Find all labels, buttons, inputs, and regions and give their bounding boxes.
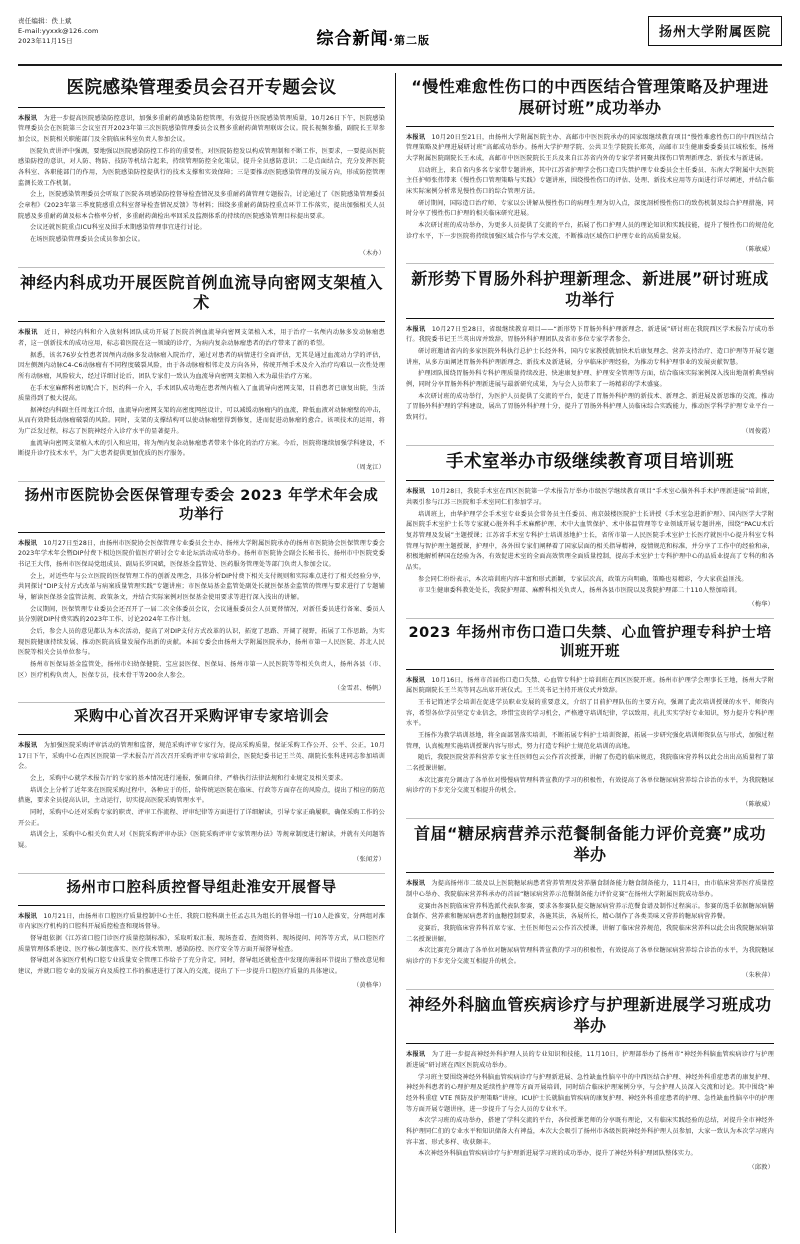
headline-rule bbox=[18, 107, 385, 108]
article-body bbox=[406, 487, 774, 597]
article-signature: （朱秋萍） bbox=[742, 971, 774, 979]
article-signature: （陈敏威） bbox=[742, 246, 774, 254]
right-column bbox=[396, 73, 774, 1233]
article-headline: 医院感染管理委员会召开专题会议 bbox=[66, 78, 337, 98]
article-paragraph: 在手术室麻醉科密切配合下，医约科一介入，手术团队成功地在患者颅内植入了血流导向密网支架，目前患者已康复出院，生活质量得到了极大提高。 bbox=[18, 384, 385, 403]
article-paragraph bbox=[18, 114, 385, 146]
article-paragraph: 王扬作为教学培训基地，将全面部署落实培训，不断拓展专科护士培训资源，拓展一步研究强化培训师资队伍与形式，加强过程管理，认真梳理实施培训授课内容与形式，努力打造专科护士规范化培训的高地。 bbox=[406, 731, 774, 750]
article-signature: （陈敏威） bbox=[742, 800, 774, 808]
article-body bbox=[18, 114, 385, 246]
page-title bbox=[99, 14, 648, 49]
article-lead: 本报讯 bbox=[18, 912, 44, 920]
article-separator bbox=[18, 267, 385, 268]
article-paragraph bbox=[406, 487, 774, 508]
article-paragraph: 王书记简述学会培训在促进学员职业发展的重要意义，介绍了目前护理队伍的主要方向，强调了此次培训授课的水平、师资内容，希望各位学员坚定专业信念，珍惜宝贵的学习机会，严格遵守培训纪律，学以致用，扎扎实实学好专业知识，努力提升专科护理水平。 bbox=[406, 698, 774, 728]
article-lead: 本报讯 bbox=[18, 329, 45, 337]
article bbox=[18, 487, 385, 692]
article-paragraph: 督导组依据《江苏省口腔门诊医疗质量控制标准》，采取听取汇报、现场查看、查阅资料、现场提问、问答等方式，从口腔医疗质量管理体系建设、医疗核心制度落实、医疗技术管理、感染防控、医疗安全等方面开展督导检查。 bbox=[18, 934, 385, 953]
editor-line: 责任编辑：佚上斌 bbox=[18, 17, 72, 25]
article-paragraph: 本次研讨班的成功举办，为更多人员提供了交流的平台，拓展了伤口护理人员的理论知识和实践技能，提升了慢性伤口的规范化诊疗水平，下一步医院将持续加强区域合作与学术交流，不断推动区域伤口护理专业的高质量发展。 bbox=[406, 221, 774, 240]
article-headline: “慢性难愈性伤口的中西医结合管理策略及护理进展研讨班”成功举办 bbox=[411, 77, 769, 117]
article-headline: 扬州市口腔科质控督导组赴淮安开展督导 bbox=[66, 879, 337, 896]
article-paragraph: 医院负责讲评中强调，要地强以医院感染防控工作的的重要性，对医院防控发以构成管理制和不断工作，医要求，一要提高医院感染防控的意识，对人防、物防、技防等机结合起来，持续管理防控全化策层，提升全员感防意识；二是点面结合，充分发挥医院各科室、各职能部门的作用，为医院感染防控提供行的技术支撑和实效保障；三是要推动医院感染管理的发展方向，形成防控管理监测长效工作机制。 bbox=[18, 147, 385, 187]
headline-rule bbox=[18, 905, 385, 906]
article-signature: （木办） bbox=[359, 249, 385, 257]
article-lead: 本报讯 bbox=[18, 114, 44, 122]
article-paragraph: 启动班上，来自省内多名专家带专题讲座，其中江苏省护理学会伤口造口失禁护理专业委员会主任委员、东南大学附属中大医院主任护师张伟带来《慢性伤口管理策略与实践》专题讲座，围绕慢性伤口的评估、处理、新技术应用等方面进行详尽阐述，并结合临床实际案例分析常见慢性伤口的综合管理方法。 bbox=[406, 166, 774, 195]
article-paragraph bbox=[406, 879, 774, 900]
article-paragraph: 学习班主要围绕神经外科脑血管疾病诊疗与护理新进展、急性缺血性脑卒中的中西医结合护理、神经外科重症患者的康复护理、神经外科患者的心理护理及延续性护理等方面开展培训，同时结合临床护理案例分享，与会护理人员深入交流和讨论。其中围绕“神经外科重症 VTE 预防及护理策略”讲座，ICU护士长就脑血管疾病的康复护理、神经外科重症患者的护理、急性缺血性脑卒中的护理等方面开展专题讲座，进一步提升了与会人员的专业水平。 bbox=[406, 1073, 774, 1113]
article-lead: 本报讯 bbox=[406, 325, 432, 333]
paragraph-text: 为提高扬州市二级及以上医院糖尿病患者营养管理及营养膳食制备能力糖食制备能力，11月4日，由市临床营养医疗质量控制中心举办、我院临床营养科承办的首届“糖尿病营养示范餐制备能力评价竞赛”在扬州大学附属医院成功举办。 bbox=[406, 880, 774, 899]
article-paragraph: 会议还就医院重点ICU科室及围手术期感染管理事宜进行讨论。 bbox=[30, 224, 206, 232]
article-paragraph bbox=[406, 325, 774, 346]
article-paragraph bbox=[406, 676, 774, 697]
headline-rule bbox=[18, 532, 385, 533]
article-paragraph bbox=[406, 1050, 774, 1071]
paragraph-text: 10月16日，扬州市首届伤口造口失禁、心血管专科护士培训班在西区医院开班。扬州市护理学会理事长王地，扬州大学附属医院副院长王兰英等同志出席开班仪式。王兰英书记主持开班仪式并致辞。 bbox=[406, 676, 774, 695]
article-paragraph: 竞赛由各医院临床营养科选派代表队参赛，要求各参赛队提交糖尿病营养示范餐食谱及制作过程演示。参赛的选手依据糖尿病膳食制作、营养素和糖尿病患者的血糖控制要求，各施其法，各展所长，精心制作了各类美味又营养的糖尿病营养餐。 bbox=[406, 902, 774, 921]
article-separator bbox=[18, 873, 385, 874]
article-body bbox=[406, 325, 774, 424]
article-lead: 本报讯 bbox=[406, 488, 432, 496]
article-signature: （周俊霞） bbox=[742, 427, 774, 435]
headline-rule bbox=[406, 480, 774, 481]
content-columns bbox=[18, 73, 782, 1233]
article-paragraph bbox=[18, 912, 385, 933]
title-separator: · bbox=[388, 33, 395, 47]
article-separator bbox=[18, 702, 385, 703]
email-line: E-mail:yyxxk@126.com bbox=[18, 27, 99, 36]
article-headline: 扬州市医院协会医保管理专委会 2023 年学术年会成功举行 bbox=[24, 488, 379, 523]
article-paragraph: 本次比赛充分调动了各单位对糖尿病管理科普宣教的学习的积极性，有效提高了各单位糖尿病营养综合诊治的水平，为我院糖尿病诊疗的下步充分交流互相提升的机会。 bbox=[406, 947, 774, 966]
article bbox=[406, 269, 774, 435]
left-column bbox=[18, 73, 396, 1233]
article-separator bbox=[406, 445, 774, 446]
paragraph-text: 10月21日，由扬州市口腔医疗质量控制中心主任、我院口腔科副主任孟志具为组长的督导组一行10人赴淮安，分两组对淮市内家医疗机构的口腔科开展质控检查和现场督导。 bbox=[18, 912, 385, 931]
article-signature: （邱敦） bbox=[748, 1163, 774, 1171]
article-separator bbox=[406, 618, 774, 619]
article-body bbox=[406, 1050, 774, 1160]
article-separator bbox=[406, 818, 774, 819]
article-paragraph: 参会同仁纷纷表示，本次培训班内容丰富和形式新颖，专家层次高，政策方向明确，策略也易精彩，令大家获益匪浅。 bbox=[418, 575, 748, 583]
article bbox=[18, 708, 385, 862]
headline-rule bbox=[406, 1043, 774, 1044]
article bbox=[406, 995, 774, 1171]
article-paragraph: 同时，采购中心还对采购专家的职责、评审工作流程、评审纪律等方面进行了详细解读，引导专家正确履职，确保采购工作的公开公正。 bbox=[18, 809, 385, 827]
article-paragraph: 本次学习班的成功举办，搭建了学科交流的平台，各位授课老师的分享既有理论，又有临床实践经验的总结，对提升全市神经外科护理同仁们的专业水平和知识储备大有裨益，本次大会吸引了扬州市各级医院神经外科护理人员参加，大家一致认为本次学习班内容丰富、形式多样、收获颇丰。 bbox=[406, 1117, 774, 1146]
masthead-info bbox=[18, 14, 99, 46]
article-paragraph: 市卫生健康委科教处处长，我院护理部、麻醉科相关负责人，扬州各县市医院以及我院护理部二十110人整加培训。 bbox=[418, 587, 741, 595]
article-paragraph: 本次神经外科脑血管疾病诊疗与护理新进展学习班的成功举办，提升了神经外科护理团队整体实力。 bbox=[418, 1150, 697, 1158]
headline-rule bbox=[18, 321, 385, 322]
article-signature: （张闻芳） bbox=[353, 855, 385, 863]
article-paragraph: 据悉，该名76岁女性患者因颅内动脉多发动脉瘤入院治疗，通过对患者的病情进行全面评估，无其是通过血流动力学的评估，因左侧颈内动脉C4-C6动脉瘤有不同程度破裂风险，由于各动脉瘤相邻走及方向各异，传统开颅手术及介入治疗均难以一次性处理所有动脉瘤，风险较大，经过详细讨论后，团队专家们一致认为血流导向密网支架植入术为最佳治疗方案。 bbox=[18, 351, 385, 380]
masthead bbox=[18, 14, 782, 66]
article-paragraph: 培训会上分析了近年来在医院采购过程中，各种应于的任，给传统运医院在临床、行政等方面存在的风险点，提出了相应的防范措施，要求全员提高认识，主动运行，切实提高医院采购管理水平。 bbox=[18, 786, 385, 805]
article-paragraph: 据神经内科副主任周龙江介绍，血流导向密网支架的高密度网丝设计，可以减缓动脉瘤内的血流，降低血液对动脉瘤壁的冲击，从而有效降低动脉瘤破裂的风险。同时，支架的支撑结构可以使动脉瘤壁得到修复，进而促进动脉瘤的愈合。该项技术的运用，将为广泛发过程，标志了医院神经介入诊疗水平的显著提升。 bbox=[18, 406, 385, 436]
article bbox=[406, 77, 774, 253]
article-separator bbox=[18, 481, 385, 482]
article-signature: （梅华） bbox=[748, 600, 774, 608]
article-paragraph: 培训班上，由华护理学会手术室专业委员会常务员主任委员、南京鼓楼医院护士长讲授《手术室急进新护理》、国内医学大学附属医院手术室护士长等专家就心脏外科手术麻醉护理、术中大血管保护、术中体温管理等专业领域开展专题讲座，围绕“PACU术后复苏管理及发展”主题授课；江苏省手术室专科护士培训基地护士长，省所市第一人民医院手术室护士长医疗就医中心提升科室专科管理与智护理主题授课，护理中，各外围专家们阐释着了国家层面的相关指导精神，疫情规范和标准，并分享了工作中的经验和亲，积极地解析释国在经验为各，有效促进术室的全面高效管理全面质量控制，提高手术室护士专科护理中心的品质业提高了专科的和各品实。 bbox=[406, 510, 774, 571]
article-paragraph: 护理团队围绕胃肠外科专科护理质量持续改进、快速康复护理、护理安全管理等方面，结合临床实际案例深入浅出地剖析典型病例，同时分享胃肠外科护理新进展与最新研究成果，为与会人员带来了一场精彩的学术盛宴。 bbox=[406, 370, 774, 389]
article-body bbox=[18, 912, 385, 978]
article-headline: 新形势下胃肠外科护理新理念、新进展”研讨班成功举行 bbox=[411, 269, 769, 309]
article-paragraph: 培训会上，采购中心相关负责人对《医院采购评审办法》《医院采购评审专家管理办法》等规章制度进行解读，并就有关问题答疑。 bbox=[18, 831, 385, 850]
paragraph-text: 10月20日至21日，由扬州大学附属医院主办、高邮市中医医院承办的国家级继续教育项目“慢性难愈性伤口的中西医结合管理策略及护理进展研讨班”高邮成功举办。扬州大学护理学院、公共卫生学院院长郑英，高邮市卫生健康委委委员江城松张，扬州大学附属医院副院长王永成，高邮市中医医院院长王兵及来自江苏省内外的专家学者同聚共探伤口管理新理念、新技术与新进展。 bbox=[406, 133, 774, 162]
article-body bbox=[18, 539, 385, 682]
article bbox=[18, 273, 385, 471]
article-paragraph: 在场医院感染管理委员会成员参加会议。 bbox=[30, 235, 145, 243]
article bbox=[18, 879, 385, 989]
paragraph-text: 近日，神经内科和介入放射科团队成功开展了医院首例血流导向密网支架植入术，用于治疗一名颅内动脉多发动脉瘤患者，这一创新技术的成功应用，标志着医院在这一领域的诊疗，为病内复杂动脉瘤患者的治疗带来了新的希望。 bbox=[18, 329, 385, 347]
article-paragraph: 竞赛后，我院临床营养科首席专家、主任医师包云公作首次授课，讲解了临床营养规范，我院临床营养科以此会出我院糖尿病第二名授课讲解。 bbox=[406, 925, 774, 943]
headline-rule bbox=[406, 872, 774, 873]
article-headline: 神经内科成功开展医院首例血流导向密网支架植入术 bbox=[19, 272, 383, 313]
article-paragraph bbox=[406, 133, 774, 165]
article-paragraph bbox=[18, 328, 385, 349]
article-lead: 本报讯 bbox=[18, 539, 44, 547]
headline-rule bbox=[406, 669, 774, 670]
paragraph-text: 10月27日至28日，由扬州市医院协会医保管理专业委员会主办、扬州大学附属医院承办的扬州市医院协会医保管理专委会2023年学术年会暨DIP付费下相边医院价值医疗研讨会专业论坛活动成功举办。扬州市医院协会副会长秘书长、扬州市中医院党委书记王大伟，扬州市医保局党组成员、副局长罗国斌，医保基金监管处、医药服务管理处等部门负责人参加会议。 bbox=[18, 539, 385, 569]
article-body bbox=[406, 676, 774, 797]
paragraph-text: 为加强医院采购评审活动的管理和监督，规范采购评审专家行为，提高采购质量，保证采购工作公开、公平、公正，10月17日下午，采购中心在西区医院第一学术报告厅首次召开采购评审专家培训会，医院纪委书记王兰英、副院长张科进同志参加培训会。 bbox=[18, 742, 385, 771]
section-title: 综合新闻 bbox=[316, 29, 389, 49]
edition-label: 第二版 bbox=[394, 34, 431, 47]
article-headline: 首届“糖尿病营养示范餐制备能力评价竞赛”成功举办 bbox=[413, 823, 767, 864]
article-lead: 本报讯 bbox=[406, 133, 432, 141]
article-lead: 本报讯 bbox=[406, 676, 432, 684]
date-line: 2023年11月15日 bbox=[18, 37, 73, 46]
article-paragraph: 研讨班邀请省内的多家医院外科执行总护士长经外科，国内专家教授就加快术后康复理念、营养支持治疗、造口护理等开展专题讲座，从多方面阐述胃肠外科护理新理念、新技术及新进展，分享临床护理经验，为推动专科护理事业的发展贡献智慧。 bbox=[406, 348, 774, 366]
article-paragraph: 督导组对各家医疗机构口腔专业质量安全管理工作给予了充分肯定，同时，督导组还就检查中发现的薄弱环节提出了整改意见和建议，并就口腔专业的发展方向及质控工作的推进进行了深入的交流，提出了下一步提升口腔医疗质量的具体建议。 bbox=[18, 957, 385, 975]
article-paragraph: 本次研讨班的成功举行，为医护人员提供了交流的平台，促进了胃肠外科护理的新技术、新理念、新进展及新思维的交流，推动了胃肠外科护理的学科建设，展出了胃肠外科护理十分，提升了胃肠外科护理人员临床综合实践能力，推动医学科学护理专业平台一致同行。 bbox=[406, 392, 774, 421]
article-paragraph: 会上，对近些年与公立医院的医保管理工作的创新及理念，具体分析DIP付费下相关支付规则和实际难点进行了相关经验分享，共同探讨“DIP支付方式改革与病案质量管理实践”专题讲座；市医保局基金监管处副处长就医保基金监管的管理与要求进行了专题辅导，解读医保基金监管法规、政策条文，并结合实际案例对医保基金使用要求等进行深入浅出的讲解。 bbox=[18, 572, 385, 602]
article-lead: 本报讯 bbox=[18, 742, 44, 750]
headline-rule bbox=[406, 318, 774, 319]
article-signature: （金雪君、杨帆） bbox=[333, 685, 385, 693]
article-headline: 神经外科脑血管疾病诊疗与护理新进展学习班成功举办 bbox=[408, 994, 772, 1035]
article-headline: 2023 年扬州市伤口造口失禁、心血管护理专科护士培训班开班 bbox=[408, 624, 772, 660]
article-body bbox=[406, 879, 774, 967]
paragraph-text: 为进一步提高医院感染防控意识，加强多重耐药菌感染防控管理，有效提升医院感染管理质量，10月26日下午，医院感染管理委员会在医院第三会议室召开2023年第三次医院感染管理委员会议暨多重耐药菌管理联席会议。院长视频参播，副院长王翠参加会议，医院相关职能部门及全院临床科室负责人参加会议。 bbox=[18, 114, 385, 144]
article-signature: （黄格华） bbox=[353, 981, 385, 989]
article-paragraph: 会后，参会人员的意见都认为本次活动，提高了对DIP支付方式改革的认识，拓宽了思路、开阔了视野，拓展了工作思路，为实现医院健康持续发展、推动医院高质量发展作出新的贡献。本届专委会由扬州大学附属医院承办，扬州市第一人民医院、苏北人民医院等相关会员单位参与。 bbox=[18, 628, 385, 657]
paragraph-text: 10月27日至28日，省级继续教育项目——“新形势下胃肠外科护理新理念、新进展”研讨班在我院西区学术报告厅成功举行。我院委书记王兰英出席并致辞，胃肠外科护理团队及省市多位专家学者参会。 bbox=[406, 325, 774, 344]
article-headline: 手术室举办市级继续教育项目培训班 bbox=[446, 451, 734, 472]
article bbox=[406, 451, 774, 608]
article-paragraph: 本次比赛充分调动了各单位对慢慢病管理科普宣教的学习的积极性，有效提高了各单位糖尿病营养综合诊治的水平，为我院糖尿病诊疗的下步充分交流互相提升的机会。 bbox=[406, 776, 774, 795]
article-body bbox=[406, 133, 774, 243]
article-paragraph: 研讨期间，国际造口治疗师、专家以公讲解从慢性伤口的病理生理为切入点，深度剖析慢性伤口的致伤机制及综合护理措施，同时分享了慢性伤口护理的相关临床研究进展。 bbox=[406, 199, 774, 218]
article-paragraph: 会议期间，医保管理专业委员会还召开了一届二次全体委员会议，会议通报委员会人员更替情况，对新任委员进行备案、委员人员分别就DIP付费实践的2023年工作、讨论2024年工作计划。 bbox=[18, 605, 385, 624]
article-body bbox=[18, 741, 385, 852]
article-paragraph: 会上，医院感染管理委员会听取了医院各项感染防控督导检查情况及多重耐药菌管理专题报告，讨论通过了《医院感染管理委员会章程》《2023年第三季度院感重点科室督导检查情况反馈》等材料；围绕多重耐药菌防控重点环节工作落实，提出加强相关人员院感及多重耐药菌及标本合格率分析，多重耐药菌检出率回采及监测体系的持续的医院感染管理目标提出要求。 bbox=[18, 191, 385, 220]
article-lead: 本报讯 bbox=[406, 880, 432, 888]
article-signature: （周龙江） bbox=[353, 464, 385, 472]
article bbox=[406, 824, 774, 979]
article-paragraph bbox=[18, 539, 385, 571]
article-paragraph: 随后，我院医院营养科营养专家主任医师包云公作首次授课，讲解了伤造的临床规范，我院临床营养科以此会出出高质量程了第二名授课讲解。 bbox=[406, 754, 774, 772]
headline-rule bbox=[18, 734, 385, 735]
article-paragraph: 扬州市医保局基金监管处，扬州市妇幼保健院、宝应县医保、医保局、扬州市第一人民医院等等相关负责人，扬州各县（市、区）医疗机构负责人，医保专员，技术骨干等200余人参会。 bbox=[18, 661, 385, 679]
article-paragraph: 会上，采购中心就学术报告厅的专家的基本情况进行通报，强调自律，严格执行法律法规和行业规定及相关要求。 bbox=[30, 775, 347, 783]
article bbox=[406, 624, 774, 808]
paragraph-text: 为了进一步提高神经外科护理人员的专业知识和技能，11月10日，护理部举办了扬州市“神经外科脑血管疾病诊疗与护理新进展”研讨班在西区医院成功举办。 bbox=[406, 1051, 775, 1069]
nameplate: 扬州大学附属医院 bbox=[648, 16, 782, 46]
article-paragraph bbox=[18, 741, 385, 773]
article-paragraph: 血流导向密网支架植入术的引入和应用，将为颅内复杂动脉瘤患者带来个体化的治疗方案。今后，医院将继续加强学科建设，不断提升诊疗技术水平，为广大患者提供更加优质的医疗服务。 bbox=[18, 439, 385, 458]
headline-rule bbox=[406, 126, 774, 127]
article-lead: 本报讯 bbox=[406, 1051, 432, 1059]
article bbox=[18, 77, 385, 257]
article-headline: 采购中心首次召开采购评审专家培训会 bbox=[74, 709, 329, 726]
paragraph-text: 10月28日，我院手术室在西区医院第一学术报告厅举办市级医学继续教育项目“手术室心脑外科手术护理新进展”培训班，共吸引参与江苏三医院和手术室同仁们参加学习。 bbox=[406, 488, 774, 507]
article-body bbox=[18, 328, 385, 460]
article-separator bbox=[406, 263, 774, 264]
article-separator bbox=[406, 989, 774, 990]
